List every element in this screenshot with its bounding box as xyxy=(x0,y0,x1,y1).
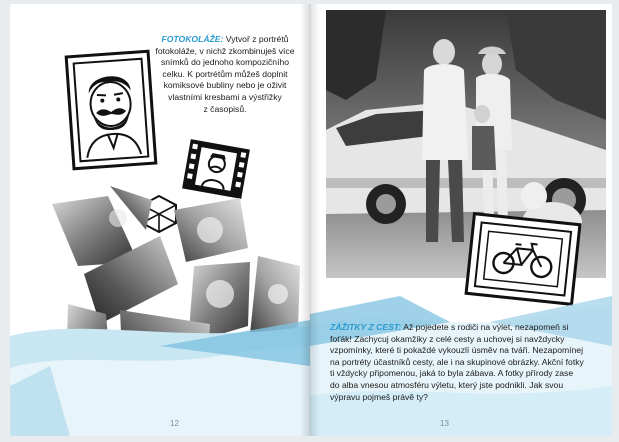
decorative-wave xyxy=(10,306,310,436)
fotokolaze-line-7: z časopisů. xyxy=(203,103,247,114)
zazitky-line-6: do alba vnesou atmosféru výletu, který jste podnikli. Jak svou xyxy=(330,379,564,390)
zazitky-keyword: ZÁŽITKY Z CEST: xyxy=(330,322,402,332)
zazitky-line-5: ti vždycky připomenou, jaká to byla zábava. A fotky přírody zase xyxy=(330,368,574,379)
fotokolaze-line-6: vlastními kresbami a výstřižky xyxy=(168,91,282,102)
zazitky-line-1: Až pojedete s rodiči na výlet, nezapomeň si xyxy=(403,322,569,332)
fotokolaze-line-1: Vytvoř z portrétů xyxy=(225,34,289,44)
right-page xyxy=(310,4,612,436)
fotokolaze-line-2: fotokoláže, v nichž zkombinuješ více xyxy=(155,45,295,56)
page-number-right: 13 xyxy=(440,419,449,428)
page-number-left: 12 xyxy=(170,419,179,428)
fotokolaze-line-5: komiksové bubliny nebo je oživit xyxy=(163,80,287,91)
spine-gutter xyxy=(300,4,320,436)
zazitky-line-2: foťák! Zachycuj okamžiky z celé cesty a uchovej si navždycky xyxy=(330,333,565,344)
fotokolaze-line-4: celku. K portrétům můžeš doplnit xyxy=(162,68,288,79)
zazitky-line-4: na portréty účastníků cesty, ale i na skupinové obrázky. Akční fotky xyxy=(330,356,584,367)
zazitky-line-3: vzpomínky, které ti pokaždé vykouzlí úsměv na tváři. Nezapomínej xyxy=(330,345,583,356)
fotokolaze-keyword: FOTOKOLÁŽE: xyxy=(161,34,224,44)
zazitky-paragraph xyxy=(330,322,600,403)
left-page xyxy=(10,4,310,436)
fotokolaze-paragraph xyxy=(146,34,304,115)
zazitky-line-7: výpravu pojmeš právě ty? xyxy=(330,391,428,402)
fotokolaze-line-3: snímků do jednoho kompozičního xyxy=(160,57,290,68)
